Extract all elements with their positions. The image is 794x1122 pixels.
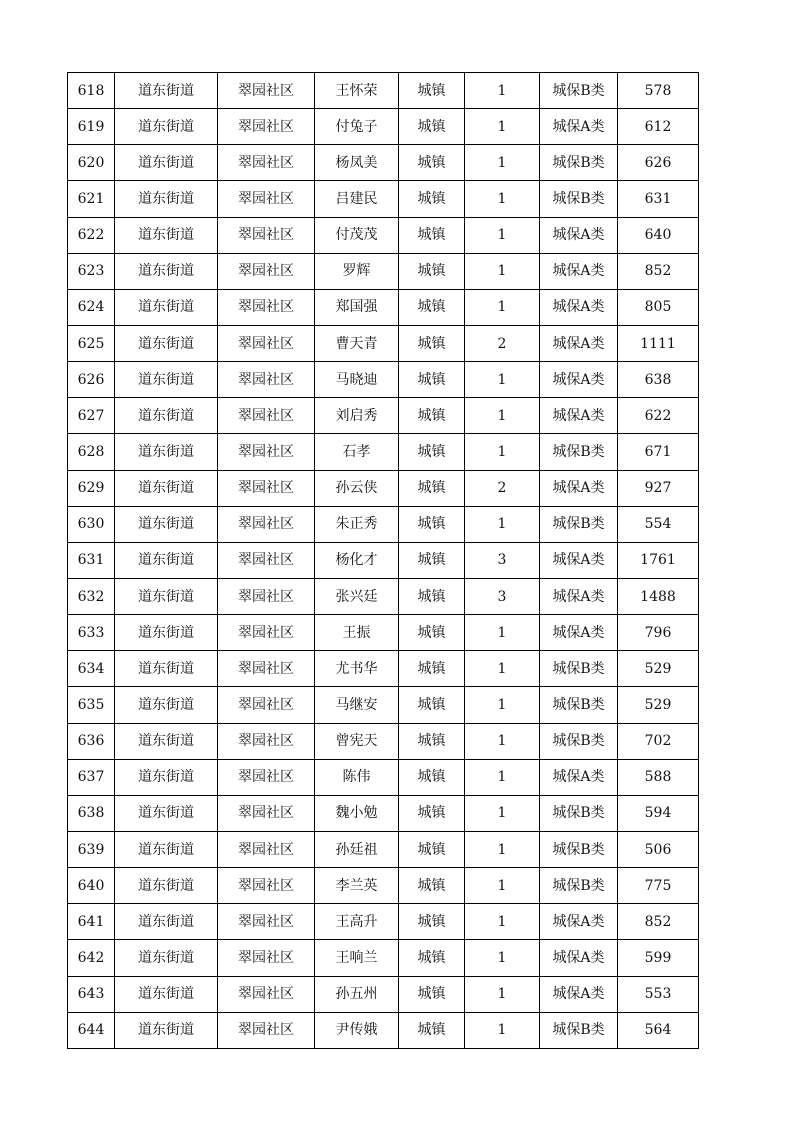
cell-area-type: 城镇 [399, 723, 465, 759]
cell-area-type: 城镇 [399, 868, 465, 904]
cell-name: 魏小勉 [315, 795, 399, 831]
cell-category: 城保B类 [540, 73, 618, 109]
cell-area-type: 城镇 [399, 470, 465, 506]
cell-community: 翠园社区 [218, 723, 315, 759]
cell-household-count: 1 [465, 73, 540, 109]
cell-category: 城保B类 [540, 831, 618, 867]
cell-household-count: 1 [465, 940, 540, 976]
cell-area-type: 城镇 [399, 651, 465, 687]
cell-household-count: 1 [465, 831, 540, 867]
cell-category: 城保A类 [540, 253, 618, 289]
table-row [68, 723, 699, 759]
cell-area-type: 城镇 [399, 831, 465, 867]
cell-area-type: 城镇 [399, 73, 465, 109]
cell-amount: 775 [618, 868, 699, 904]
cell-name: 王高升 [315, 904, 399, 940]
cell-amount: 1488 [618, 578, 699, 614]
cell-amount: 626 [618, 145, 699, 181]
cell-name: 马晓迪 [315, 362, 399, 398]
cell-category: 城保B类 [540, 1012, 618, 1048]
cell-name: 张兴廷 [315, 578, 399, 614]
cell-household-count: 1 [465, 615, 540, 651]
cell-community: 翠园社区 [218, 868, 315, 904]
cell-amount: 553 [618, 976, 699, 1012]
cell-household-count: 1 [465, 289, 540, 325]
cell-index: 629 [68, 470, 115, 506]
cell-index: 625 [68, 325, 115, 361]
cell-household-count: 1 [465, 976, 540, 1012]
cell-name: 马继安 [315, 687, 399, 723]
table-row [68, 578, 699, 614]
cell-index: 630 [68, 506, 115, 542]
cell-household-count: 1 [465, 1012, 540, 1048]
cell-index: 639 [68, 831, 115, 867]
cell-index: 620 [68, 145, 115, 181]
cell-community: 翠园社区 [218, 217, 315, 253]
table-row [68, 831, 699, 867]
cell-household-count: 1 [465, 253, 540, 289]
cell-area-type: 城镇 [399, 217, 465, 253]
cell-area-type: 城镇 [399, 615, 465, 651]
cell-subdistrict: 道东街道 [115, 578, 218, 614]
table-row [68, 904, 699, 940]
cell-amount: 927 [618, 470, 699, 506]
cell-community: 翠园社区 [218, 181, 315, 217]
cell-community: 翠园社区 [218, 470, 315, 506]
cell-name: 付茂茂 [315, 217, 399, 253]
cell-index: 623 [68, 253, 115, 289]
table-row [68, 940, 699, 976]
cell-household-count: 2 [465, 470, 540, 506]
table-row [68, 325, 699, 361]
cell-amount: 805 [618, 289, 699, 325]
cell-category: 城保B类 [540, 506, 618, 542]
cell-subdistrict: 道东街道 [115, 181, 218, 217]
cell-household-count: 1 [465, 109, 540, 145]
cell-household-count: 1 [465, 795, 540, 831]
cell-amount: 506 [618, 831, 699, 867]
table-row [68, 976, 699, 1012]
cell-subdistrict: 道东街道 [115, 217, 218, 253]
cell-area-type: 城镇 [399, 506, 465, 542]
cell-category: 城保A类 [540, 940, 618, 976]
table-row [68, 651, 699, 687]
cell-household-count: 1 [465, 362, 540, 398]
cell-subdistrict: 道东街道 [115, 795, 218, 831]
cell-name: 尹传娥 [315, 1012, 399, 1048]
cell-community: 翠园社区 [218, 759, 315, 795]
cell-area-type: 城镇 [399, 398, 465, 434]
cell-amount: 1761 [618, 542, 699, 578]
cell-community: 翠园社区 [218, 506, 315, 542]
cell-household-count: 3 [465, 542, 540, 578]
cell-area-type: 城镇 [399, 578, 465, 614]
table-row [68, 398, 699, 434]
table-row [68, 687, 699, 723]
cell-amount: 638 [618, 362, 699, 398]
cell-subdistrict: 道东街道 [115, 253, 218, 289]
cell-amount: 796 [618, 615, 699, 651]
cell-household-count: 1 [465, 868, 540, 904]
cell-category: 城保A类 [540, 759, 618, 795]
cell-name: 朱正秀 [315, 506, 399, 542]
cell-household-count: 1 [465, 723, 540, 759]
cell-amount: 612 [618, 109, 699, 145]
cell-household-count: 1 [465, 181, 540, 217]
table-row [68, 73, 699, 109]
cell-amount: 588 [618, 759, 699, 795]
cell-community: 翠园社区 [218, 687, 315, 723]
cell-index: 641 [68, 904, 115, 940]
cell-subdistrict: 道东街道 [115, 542, 218, 578]
cell-amount: 578 [618, 73, 699, 109]
table-row [68, 1012, 699, 1048]
cell-category: 城保B类 [540, 723, 618, 759]
cell-subdistrict: 道东街道 [115, 723, 218, 759]
cell-index: 619 [68, 109, 115, 145]
cell-subdistrict: 道东街道 [115, 651, 218, 687]
cell-amount: 671 [618, 434, 699, 470]
cell-category: 城保B类 [540, 868, 618, 904]
cell-area-type: 城镇 [399, 181, 465, 217]
cell-household-count: 1 [465, 506, 540, 542]
cell-category: 城保B类 [540, 181, 618, 217]
cell-subdistrict: 道东街道 [115, 759, 218, 795]
cell-name: 刘启秀 [315, 398, 399, 434]
cell-subdistrict: 道东街道 [115, 325, 218, 361]
cell-community: 翠园社区 [218, 578, 315, 614]
cell-category: 城保A类 [540, 217, 618, 253]
cell-index: 624 [68, 289, 115, 325]
cell-subdistrict: 道东街道 [115, 687, 218, 723]
cell-area-type: 城镇 [399, 759, 465, 795]
table-row [68, 145, 699, 181]
cell-subdistrict: 道东街道 [115, 976, 218, 1012]
cell-index: 622 [68, 217, 115, 253]
table-row [68, 868, 699, 904]
cell-index: 631 [68, 542, 115, 578]
cell-index: 633 [68, 615, 115, 651]
cell-area-type: 城镇 [399, 976, 465, 1012]
cell-category: 城保A类 [540, 109, 618, 145]
cell-subdistrict: 道东街道 [115, 1012, 218, 1048]
table-row [68, 362, 699, 398]
cell-name: 曹天青 [315, 325, 399, 361]
cell-household-count: 1 [465, 759, 540, 795]
cell-name: 杨凤美 [315, 145, 399, 181]
cell-area-type: 城镇 [399, 1012, 465, 1048]
cell-index: 628 [68, 434, 115, 470]
cell-community: 翠园社区 [218, 289, 315, 325]
cell-subdistrict: 道东街道 [115, 289, 218, 325]
cell-amount: 554 [618, 506, 699, 542]
cell-index: 621 [68, 181, 115, 217]
cell-community: 翠园社区 [218, 253, 315, 289]
cell-category: 城保A类 [540, 470, 618, 506]
cell-category: 城保A类 [540, 362, 618, 398]
table-row [68, 217, 699, 253]
cell-community: 翠园社区 [218, 795, 315, 831]
cell-category: 城保A类 [540, 398, 618, 434]
cell-category: 城保B类 [540, 651, 618, 687]
cell-area-type: 城镇 [399, 687, 465, 723]
cell-name: 李兰英 [315, 868, 399, 904]
cell-community: 翠园社区 [218, 1012, 315, 1048]
records-table [67, 72, 699, 1049]
cell-household-count: 2 [465, 325, 540, 361]
cell-index: 627 [68, 398, 115, 434]
table-row [68, 759, 699, 795]
cell-category: 城保B类 [540, 795, 618, 831]
cell-community: 翠园社区 [218, 904, 315, 940]
cell-community: 翠园社区 [218, 542, 315, 578]
cell-name: 王振 [315, 615, 399, 651]
cell-subdistrict: 道东街道 [115, 434, 218, 470]
cell-name: 陈伟 [315, 759, 399, 795]
cell-index: 642 [68, 940, 115, 976]
cell-subdistrict: 道东街道 [115, 398, 218, 434]
cell-amount: 852 [618, 904, 699, 940]
cell-area-type: 城镇 [399, 362, 465, 398]
cell-index: 626 [68, 362, 115, 398]
table-row [68, 506, 699, 542]
cell-subdistrict: 道东街道 [115, 470, 218, 506]
cell-community: 翠园社区 [218, 73, 315, 109]
cell-area-type: 城镇 [399, 940, 465, 976]
cell-community: 翠园社区 [218, 615, 315, 651]
cell-index: 635 [68, 687, 115, 723]
cell-area-type: 城镇 [399, 542, 465, 578]
cell-index: 632 [68, 578, 115, 614]
cell-household-count: 3 [465, 578, 540, 614]
table-body [68, 73, 699, 1049]
cell-household-count: 1 [465, 687, 540, 723]
cell-subdistrict: 道东街道 [115, 904, 218, 940]
cell-area-type: 城镇 [399, 795, 465, 831]
cell-name: 孙云侠 [315, 470, 399, 506]
cell-name: 杨化才 [315, 542, 399, 578]
cell-community: 翠园社区 [218, 434, 315, 470]
cell-community: 翠园社区 [218, 976, 315, 1012]
cell-amount: 529 [618, 687, 699, 723]
cell-household-count: 1 [465, 217, 540, 253]
cell-community: 翠园社区 [218, 109, 315, 145]
cell-name: 孙五州 [315, 976, 399, 1012]
cell-subdistrict: 道东街道 [115, 109, 218, 145]
cell-index: 644 [68, 1012, 115, 1048]
cell-category: 城保A类 [540, 289, 618, 325]
cell-category: 城保B类 [540, 145, 618, 181]
cell-index: 634 [68, 651, 115, 687]
cell-index: 618 [68, 73, 115, 109]
cell-amount: 852 [618, 253, 699, 289]
cell-amount: 640 [618, 217, 699, 253]
table-row [68, 615, 699, 651]
cell-name: 孙廷祖 [315, 831, 399, 867]
cell-category: 城保A类 [540, 615, 618, 651]
cell-subdistrict: 道东街道 [115, 506, 218, 542]
cell-category: 城保A类 [540, 325, 618, 361]
cell-household-count: 1 [465, 904, 540, 940]
cell-name: 王怀荣 [315, 73, 399, 109]
cell-amount: 594 [618, 795, 699, 831]
cell-area-type: 城镇 [399, 145, 465, 181]
cell-area-type: 城镇 [399, 109, 465, 145]
cell-amount: 529 [618, 651, 699, 687]
cell-name: 尤书华 [315, 651, 399, 687]
cell-amount: 622 [618, 398, 699, 434]
cell-category: 城保A类 [540, 976, 618, 1012]
cell-category: 城保A类 [540, 542, 618, 578]
cell-community: 翠园社区 [218, 325, 315, 361]
cell-category: 城保B类 [540, 687, 618, 723]
cell-name: 王响兰 [315, 940, 399, 976]
cell-category: 城保B类 [540, 434, 618, 470]
table-row [68, 253, 699, 289]
cell-index: 638 [68, 795, 115, 831]
cell-subdistrict: 道东街道 [115, 615, 218, 651]
cell-household-count: 1 [465, 398, 540, 434]
cell-name: 付兔子 [315, 109, 399, 145]
table-row [68, 470, 699, 506]
table-row [68, 542, 699, 578]
cell-subdistrict: 道东街道 [115, 362, 218, 398]
cell-community: 翠园社区 [218, 651, 315, 687]
cell-area-type: 城镇 [399, 253, 465, 289]
cell-index: 640 [68, 868, 115, 904]
cell-amount: 1111 [618, 325, 699, 361]
cell-community: 翠园社区 [218, 398, 315, 434]
cell-name: 吕建民 [315, 181, 399, 217]
cell-name: 石孝 [315, 434, 399, 470]
table-row [68, 181, 699, 217]
table-row [68, 795, 699, 831]
cell-amount: 702 [618, 723, 699, 759]
cell-category: 城保A类 [540, 578, 618, 614]
cell-community: 翠园社区 [218, 145, 315, 181]
cell-household-count: 1 [465, 434, 540, 470]
cell-community: 翠园社区 [218, 362, 315, 398]
cell-name: 郑国强 [315, 289, 399, 325]
cell-subdistrict: 道东街道 [115, 868, 218, 904]
cell-index: 636 [68, 723, 115, 759]
cell-name: 罗辉 [315, 253, 399, 289]
cell-area-type: 城镇 [399, 289, 465, 325]
cell-household-count: 1 [465, 145, 540, 181]
cell-amount: 631 [618, 181, 699, 217]
cell-amount: 599 [618, 940, 699, 976]
cell-subdistrict: 道东街道 [115, 73, 218, 109]
table-row [68, 109, 699, 145]
cell-area-type: 城镇 [399, 904, 465, 940]
table-row [68, 289, 699, 325]
cell-subdistrict: 道东街道 [115, 831, 218, 867]
cell-index: 637 [68, 759, 115, 795]
cell-category: 城保A类 [540, 904, 618, 940]
cell-area-type: 城镇 [399, 434, 465, 470]
cell-community: 翠园社区 [218, 831, 315, 867]
cell-area-type: 城镇 [399, 325, 465, 361]
cell-index: 643 [68, 976, 115, 1012]
cell-community: 翠园社区 [218, 940, 315, 976]
table-row [68, 434, 699, 470]
cell-household-count: 1 [465, 651, 540, 687]
cell-subdistrict: 道东街道 [115, 940, 218, 976]
cell-name: 曾宪天 [315, 723, 399, 759]
cell-subdistrict: 道东街道 [115, 145, 218, 181]
cell-amount: 564 [618, 1012, 699, 1048]
